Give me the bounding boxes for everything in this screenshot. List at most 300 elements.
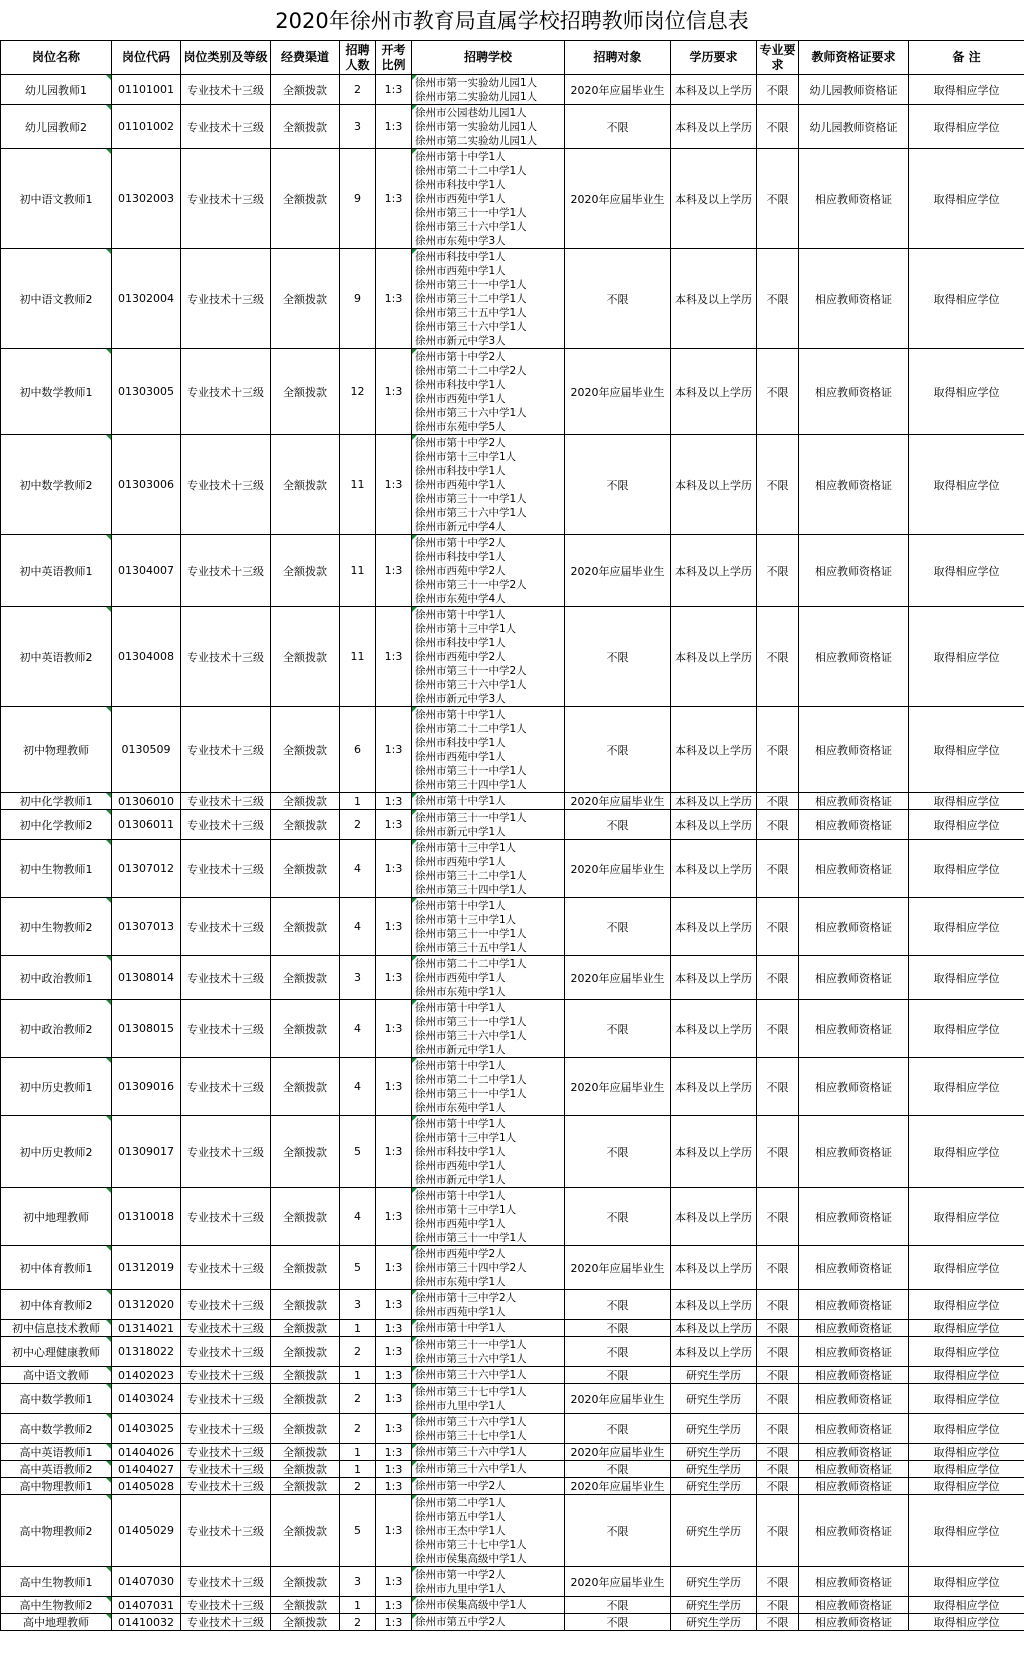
- col-header-target: 招聘对象: [565, 41, 671, 75]
- count-cell: 2: [340, 1384, 376, 1414]
- school-line: 徐州市西苑中学1人: [415, 1305, 506, 1318]
- note-cell: 取得相应学位: [909, 1320, 1024, 1337]
- schools-cell: [412, 149, 565, 249]
- cert-cell: 相应教师资格证: [799, 149, 909, 249]
- cert-cell: 相应教师资格证: [799, 1000, 909, 1058]
- school-line: 徐州市第三十六中学1人: [415, 1029, 527, 1042]
- education-cell: 本科及以上学历: [671, 535, 757, 607]
- ratio-cell: 1:3: [376, 1597, 412, 1614]
- school-line: 徐州市公园巷幼儿园1人: [415, 106, 527, 119]
- major-cell: 不限: [757, 793, 799, 810]
- position-name-cell: 高中数学教师1: [1, 1384, 112, 1414]
- cert-cell: 相应教师资格证: [799, 1597, 909, 1614]
- position-name-cell: 初中数学教师1: [1, 349, 112, 435]
- table-row: [1, 840, 1024, 898]
- target-cell: 2020年应届毕业生: [565, 956, 671, 1000]
- count-cell: 3: [340, 105, 376, 149]
- target-cell: 2020年应届毕业生: [565, 1246, 671, 1290]
- funding-cell: 全额拨款: [271, 1320, 340, 1337]
- school-line: 徐州市西苑中学1人: [415, 1159, 506, 1172]
- funding-cell: 全额拨款: [271, 435, 340, 535]
- note-cell: 取得相应学位: [909, 1246, 1024, 1290]
- ratio-cell: 1:3: [376, 1290, 412, 1320]
- position-name-cell: 初中生物教师1: [1, 840, 112, 898]
- school-line: 徐州市新元中学3人: [415, 692, 506, 705]
- target-cell: 不限: [565, 1320, 671, 1337]
- ratio-cell: 1:3: [376, 1444, 412, 1461]
- position-name-cell: 初中地理教师: [1, 1188, 112, 1246]
- position-code-cell: 01407031: [112, 1597, 181, 1614]
- position-code-cell: 01403024: [112, 1384, 181, 1414]
- schools-cell: [412, 105, 565, 149]
- school-line: 徐州市第二十二中学1人: [415, 957, 527, 970]
- table-row: [1, 793, 1024, 810]
- position-name-cell: 初中心理健康教师: [1, 1337, 112, 1367]
- school-line: 徐州市新元中学1人: [415, 1043, 506, 1056]
- school-line: 徐州市第三十四中学2人: [415, 1261, 527, 1274]
- table-row: [1, 1188, 1024, 1246]
- funding-cell: 全额拨款: [271, 1188, 340, 1246]
- ratio-cell: 1:3: [376, 1384, 412, 1414]
- cert-cell: 相应教师资格证: [799, 349, 909, 435]
- target-cell: 不限: [565, 1188, 671, 1246]
- funding-cell: 全额拨款: [271, 1414, 340, 1444]
- school-line: 徐州市科技中学1人: [415, 250, 506, 263]
- note-cell: 取得相应学位: [909, 149, 1024, 249]
- table-row: [1, 149, 1024, 249]
- header-row: [1, 41, 1024, 75]
- target-cell: 2020年应届毕业生: [565, 1567, 671, 1597]
- position-code-cell: 01410032: [112, 1614, 181, 1631]
- category-cell: 专业技术十三级: [181, 535, 271, 607]
- position-code-cell: 01310018: [112, 1188, 181, 1246]
- count-cell: 1: [340, 1461, 376, 1478]
- school-line: 徐州市王杰中学1人: [415, 1524, 506, 1537]
- school-line: 徐州市第三十七中学1人: [415, 1429, 527, 1442]
- target-cell: 2020年应届毕业生: [565, 349, 671, 435]
- target-cell: 2020年应届毕业生: [565, 149, 671, 249]
- category-cell: 专业技术十三级: [181, 1290, 271, 1320]
- position-code-cell: 01306010: [112, 793, 181, 810]
- education-cell: 研究生学历: [671, 1384, 757, 1414]
- position-code-cell: 01404026: [112, 1444, 181, 1461]
- major-cell: 不限: [757, 1461, 799, 1478]
- count-cell: 6: [340, 707, 376, 793]
- position-name-cell: 初中政治教师1: [1, 956, 112, 1000]
- category-cell: 专业技术十三级: [181, 898, 271, 956]
- schools-cell: [412, 1478, 565, 1495]
- count-cell: 11: [340, 535, 376, 607]
- education-cell: 研究生学历: [671, 1567, 757, 1597]
- cert-cell: 相应教师资格证: [799, 1367, 909, 1384]
- funding-cell: 全额拨款: [271, 1495, 340, 1567]
- note-cell: 取得相应学位: [909, 1058, 1024, 1116]
- position-name-cell: 高中语文教师: [1, 1367, 112, 1384]
- education-cell: 研究生学历: [671, 1444, 757, 1461]
- table-row: [1, 249, 1024, 349]
- table-row: [1, 1367, 1024, 1384]
- table-row: [1, 1478, 1024, 1495]
- position-name-cell: 高中物理教师1: [1, 1478, 112, 1495]
- cert-cell: 相应教师资格证: [799, 1414, 909, 1444]
- school-line: 徐州市西苑中学1人: [415, 192, 506, 205]
- school-line: 徐州市第三十一中学1人: [415, 927, 527, 940]
- position-code-cell: 01307012: [112, 840, 181, 898]
- position-code-cell: 01101001: [112, 75, 181, 105]
- education-cell: 本科及以上学历: [671, 607, 757, 707]
- count-cell: 11: [340, 607, 376, 707]
- school-line: 徐州市新元中学3人: [415, 334, 506, 347]
- education-cell: 研究生学历: [671, 1414, 757, 1444]
- target-cell: 2020年应届毕业生: [565, 840, 671, 898]
- funding-cell: 全额拨款: [271, 75, 340, 105]
- school-line: 徐州市九里中学1人: [415, 1399, 506, 1412]
- funding-cell: 全额拨款: [271, 1614, 340, 1631]
- col-header-count: 招聘人数: [340, 41, 376, 75]
- col-header-major: 专业要求: [757, 41, 799, 75]
- count-cell: 5: [340, 1116, 376, 1188]
- position-name-cell: 初中数学教师2: [1, 435, 112, 535]
- position-code-cell: 01302004: [112, 249, 181, 349]
- note-cell: 取得相应学位: [909, 535, 1024, 607]
- education-cell: 本科及以上学历: [671, 1058, 757, 1116]
- note-cell: 取得相应学位: [909, 1614, 1024, 1631]
- cert-cell: 幼儿园教师资格证: [799, 105, 909, 149]
- note-cell: 取得相应学位: [909, 840, 1024, 898]
- category-cell: 专业技术十三级: [181, 1567, 271, 1597]
- school-line: 徐州市第十三中学1人: [415, 913, 517, 926]
- school-line: 徐州市科技中学1人: [415, 464, 506, 477]
- ratio-cell: 1:3: [376, 1000, 412, 1058]
- position-name-cell: 初中英语教师1: [1, 535, 112, 607]
- cert-cell: 相应教师资格证: [799, 1567, 909, 1597]
- schools-cell: [412, 1597, 565, 1614]
- position-name-cell: 初中化学教师2: [1, 810, 112, 840]
- cert-cell: 相应教师资格证: [799, 840, 909, 898]
- funding-cell: 全额拨款: [271, 1367, 340, 1384]
- major-cell: 不限: [757, 1567, 799, 1597]
- ratio-cell: 1:3: [376, 1414, 412, 1444]
- ratio-cell: 1:3: [376, 1614, 412, 1631]
- count-cell: 1: [340, 1320, 376, 1337]
- position-name-cell: 初中语文教师1: [1, 149, 112, 249]
- note-cell: 取得相应学位: [909, 1495, 1024, 1567]
- position-code-cell: 0130509: [112, 707, 181, 793]
- cert-cell: 相应教师资格证: [799, 1614, 909, 1631]
- school-line: 徐州市第二十二中学2人: [415, 364, 527, 377]
- cert-cell: 相应教师资格证: [799, 1320, 909, 1337]
- school-line: 徐州市西苑中学2人: [415, 650, 506, 663]
- school-line: 徐州市第三十一中学1人: [415, 278, 527, 291]
- school-line: 徐州市第三十七中学1人: [415, 1385, 527, 1398]
- count-cell: 2: [340, 75, 376, 105]
- note-cell: 取得相应学位: [909, 810, 1024, 840]
- schools-cell: [412, 707, 565, 793]
- school-line: 徐州市第三十六中学1人: [415, 1369, 527, 1381]
- school-line: 徐州市第十三中学1人: [415, 622, 517, 635]
- target-cell: 2020年应届毕业生: [565, 1478, 671, 1495]
- funding-cell: 全额拨款: [271, 707, 340, 793]
- position-code-cell: 01306011: [112, 810, 181, 840]
- col-header-education: 学历要求: [671, 41, 757, 75]
- ratio-cell: 1:3: [376, 149, 412, 249]
- major-cell: 不限: [757, 1495, 799, 1567]
- cert-cell: 相应教师资格证: [799, 1495, 909, 1567]
- education-cell: 本科及以上学历: [671, 810, 757, 840]
- education-cell: 研究生学历: [671, 1495, 757, 1567]
- education-cell: 研究生学历: [671, 1614, 757, 1631]
- school-line: 徐州市第三十七中学1人: [415, 1538, 527, 1551]
- position-name-cell: 初中政治教师2: [1, 1000, 112, 1058]
- school-line: 徐州市第三十一中学2人: [415, 664, 527, 677]
- position-code-cell: 01312019: [112, 1246, 181, 1290]
- ratio-cell: 1:3: [376, 349, 412, 435]
- target-cell: 不限: [565, 105, 671, 149]
- category-cell: 专业技术十三级: [181, 1597, 271, 1614]
- ratio-cell: 1:3: [376, 1188, 412, 1246]
- position-code-cell: 01403025: [112, 1414, 181, 1444]
- education-cell: 本科及以上学历: [671, 793, 757, 810]
- ratio-cell: 1:3: [376, 249, 412, 349]
- major-cell: 不限: [757, 1000, 799, 1058]
- category-cell: 专业技术十三级: [181, 1614, 271, 1631]
- funding-cell: 全额拨款: [271, 249, 340, 349]
- school-line: 徐州市科技中学1人: [415, 736, 506, 749]
- position-name-cell: 初中语文教师2: [1, 249, 112, 349]
- target-cell: 不限: [565, 1461, 671, 1478]
- category-cell: 专业技术十三级: [181, 249, 271, 349]
- schools-cell: [412, 75, 565, 105]
- major-cell: 不限: [757, 149, 799, 249]
- category-cell: 专业技术十三级: [181, 1444, 271, 1461]
- position-code-cell: 01303006: [112, 435, 181, 535]
- school-line: 徐州市第三十六中学1人: [415, 320, 527, 333]
- table-row: [1, 1246, 1024, 1290]
- funding-cell: 全额拨款: [271, 535, 340, 607]
- schools-cell: [412, 1116, 565, 1188]
- funding-cell: 全额拨款: [271, 840, 340, 898]
- position-name-cell: 高中英语教师2: [1, 1461, 112, 1478]
- schools-cell: [412, 1461, 565, 1478]
- target-cell: 不限: [565, 898, 671, 956]
- count-cell: 1: [340, 1597, 376, 1614]
- school-line: 徐州市第三十一中学1人: [415, 492, 527, 505]
- category-cell: 专业技术十三级: [181, 793, 271, 810]
- funding-cell: 全额拨款: [271, 1116, 340, 1188]
- count-cell: 3: [340, 956, 376, 1000]
- table-row: [1, 1444, 1024, 1461]
- col-header-schools: 招聘学校: [412, 41, 565, 75]
- target-cell: 不限: [565, 1597, 671, 1614]
- note-cell: 取得相应学位: [909, 1290, 1024, 1320]
- count-cell: 5: [340, 1495, 376, 1567]
- school-line: 徐州市第十中学1人: [415, 1059, 506, 1072]
- major-cell: 不限: [757, 1188, 799, 1246]
- table-row: [1, 707, 1024, 793]
- major-cell: 不限: [757, 535, 799, 607]
- school-line: 徐州市第三十六中学1人: [415, 1463, 527, 1475]
- cert-cell: 相应教师资格证: [799, 535, 909, 607]
- target-cell: 2020年应届毕业生: [565, 1058, 671, 1116]
- count-cell: 12: [340, 349, 376, 435]
- major-cell: 不限: [757, 435, 799, 535]
- education-cell: 研究生学历: [671, 1597, 757, 1614]
- ratio-cell: 1:3: [376, 840, 412, 898]
- funding-cell: 全额拨款: [271, 1000, 340, 1058]
- funding-cell: 全额拨款: [271, 607, 340, 707]
- school-line: 徐州市第三十六中学1人: [415, 506, 527, 519]
- schools-cell: [412, 1567, 565, 1597]
- target-cell: 不限: [565, 810, 671, 840]
- position-code-cell: 01314021: [112, 1320, 181, 1337]
- table-row: [1, 349, 1024, 435]
- note-cell: 取得相应学位: [909, 1384, 1024, 1414]
- note-cell: 取得相应学位: [909, 349, 1024, 435]
- note-cell: 取得相应学位: [909, 1337, 1024, 1367]
- count-cell: 5: [340, 1246, 376, 1290]
- target-cell: 不限: [565, 435, 671, 535]
- table-row: [1, 1495, 1024, 1567]
- schools-cell: [412, 1000, 565, 1058]
- school-line: 徐州市第十中学1人: [415, 1117, 506, 1130]
- target-cell: 不限: [565, 1614, 671, 1631]
- school-line: 徐州市东苑中学1人: [415, 1275, 506, 1288]
- target-cell: 2020年应届毕业生: [565, 793, 671, 810]
- education-cell: 本科及以上学历: [671, 1116, 757, 1188]
- position-name-cell: 高中生物教师2: [1, 1597, 112, 1614]
- note-cell: 取得相应学位: [909, 1367, 1024, 1384]
- major-cell: 不限: [757, 1384, 799, 1414]
- school-line: 徐州市科技中学1人: [415, 550, 506, 563]
- cert-cell: 相应教师资格证: [799, 1290, 909, 1320]
- education-cell: 本科及以上学历: [671, 1000, 757, 1058]
- cert-cell: 相应教师资格证: [799, 1058, 909, 1116]
- schools-cell: [412, 1384, 565, 1414]
- school-line: 徐州市第二十二中学1人: [415, 164, 527, 177]
- school-line: 徐州市第三十四中学1人: [415, 778, 527, 791]
- count-cell: 2: [340, 1337, 376, 1367]
- page-title: 2020年徐州市教育局直属学校招聘教师岗位信息表: [275, 9, 749, 33]
- school-line: 徐州市西苑中学1人: [415, 478, 506, 491]
- school-line: 徐州市科技中学1人: [415, 378, 506, 391]
- count-cell: 1: [340, 1367, 376, 1384]
- schools-cell: [412, 1290, 565, 1320]
- major-cell: 不限: [757, 840, 799, 898]
- school-line: 徐州市第三十五中学1人: [415, 306, 527, 319]
- education-cell: 本科及以上学历: [671, 1290, 757, 1320]
- table-row: [1, 898, 1024, 956]
- schools-cell: [412, 1246, 565, 1290]
- school-line: 徐州市西苑中学1人: [415, 264, 506, 277]
- major-cell: 不限: [757, 249, 799, 349]
- school-line: 徐州市第十中学1人: [415, 1189, 506, 1202]
- school-line: 徐州市东苑中学1人: [415, 1101, 506, 1114]
- col-header-note: 备 注: [909, 41, 1024, 75]
- school-line: 徐州市第三十一中学1人: [415, 811, 527, 824]
- major-cell: 不限: [757, 1116, 799, 1188]
- funding-cell: 全额拨款: [271, 956, 340, 1000]
- note-cell: 取得相应学位: [909, 956, 1024, 1000]
- count-cell: 1: [340, 1444, 376, 1461]
- note-cell: 取得相应学位: [909, 707, 1024, 793]
- schools-cell: [412, 249, 565, 349]
- school-line: 徐州市第一中学2人: [415, 1568, 506, 1581]
- schools-cell: [412, 607, 565, 707]
- schools-cell: [412, 1614, 565, 1631]
- count-cell: 2: [340, 1478, 376, 1495]
- education-cell: 本科及以上学历: [671, 1337, 757, 1367]
- school-line: 徐州市西苑中学1人: [415, 1217, 506, 1230]
- position-code-cell: 01101002: [112, 105, 181, 149]
- ratio-cell: 1:3: [376, 1461, 412, 1478]
- target-cell: 不限: [565, 1290, 671, 1320]
- position-name-cell: 高中地理教师: [1, 1614, 112, 1631]
- col-header-cert: 教师资格证要求: [799, 41, 909, 75]
- target-cell: 2020年应届毕业生: [565, 1444, 671, 1461]
- major-cell: 不限: [757, 898, 799, 956]
- cert-cell: 相应教师资格证: [799, 607, 909, 707]
- col-header-category: 岗位类别及等级: [181, 41, 271, 75]
- funding-cell: 全额拨款: [271, 149, 340, 249]
- school-line: 徐州市第十三中学2人: [415, 1291, 517, 1304]
- cert-cell: 相应教师资格证: [799, 956, 909, 1000]
- ratio-cell: 1:3: [376, 1478, 412, 1495]
- education-cell: 研究生学历: [671, 1367, 757, 1384]
- count-cell: 4: [340, 1188, 376, 1246]
- school-line: 徐州市第一中学2人: [415, 1480, 506, 1492]
- position-code-cell: 01304007: [112, 535, 181, 607]
- col-header-name: 岗位名称: [1, 41, 112, 75]
- schools-cell: [412, 1337, 565, 1367]
- table-row: [1, 1058, 1024, 1116]
- cert-cell: 相应教师资格证: [799, 793, 909, 810]
- education-cell: 本科及以上学历: [671, 75, 757, 105]
- school-line: 徐州市第三十六中学1人: [415, 678, 527, 691]
- category-cell: 专业技术十三级: [181, 707, 271, 793]
- count-cell: 4: [340, 1058, 376, 1116]
- target-cell: 不限: [565, 1000, 671, 1058]
- category-cell: 专业技术十三级: [181, 1495, 271, 1567]
- table-row: [1, 607, 1024, 707]
- category-cell: 专业技术十三级: [181, 1384, 271, 1414]
- position-name-cell: 初中历史教师2: [1, 1116, 112, 1188]
- target-cell: 不限: [565, 607, 671, 707]
- schools-cell: [412, 840, 565, 898]
- major-cell: 不限: [757, 349, 799, 435]
- note-cell: 取得相应学位: [909, 105, 1024, 149]
- school-line: 徐州市第一实验幼儿园1人: [415, 76, 538, 89]
- cert-cell: 相应教师资格证: [799, 898, 909, 956]
- ratio-cell: 1:3: [376, 1246, 412, 1290]
- funding-cell: 全额拨款: [271, 1058, 340, 1116]
- ratio-cell: 1:3: [376, 793, 412, 810]
- position-code-cell: 01307013: [112, 898, 181, 956]
- position-code-cell: 01308015: [112, 1000, 181, 1058]
- category-cell: 专业技术十三级: [181, 810, 271, 840]
- table-row: [1, 105, 1024, 149]
- ratio-cell: 1:3: [376, 898, 412, 956]
- schools-cell: [412, 435, 565, 535]
- school-line: 徐州市第十中学1人: [415, 708, 506, 721]
- schools-cell: [412, 1414, 565, 1444]
- position-name-cell: 高中生物教师1: [1, 1567, 112, 1597]
- position-code-cell: 01312020: [112, 1290, 181, 1320]
- cert-cell: 相应教师资格证: [799, 1188, 909, 1246]
- position-code-cell: 01309016: [112, 1058, 181, 1116]
- count-cell: 11: [340, 435, 376, 535]
- position-name-cell: 初中物理教师: [1, 707, 112, 793]
- table-row: [1, 1000, 1024, 1058]
